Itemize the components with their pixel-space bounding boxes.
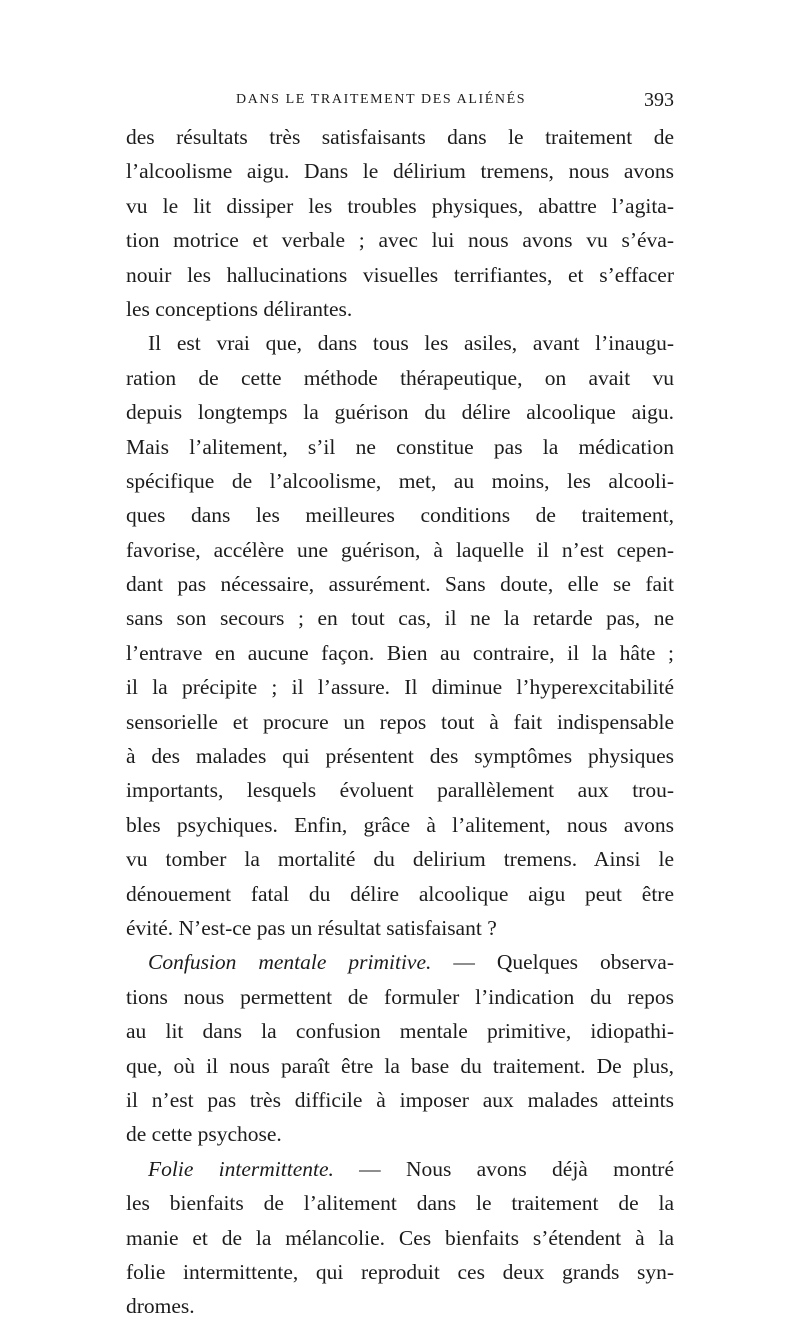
- text-line: ques dans les meilleures conditions de traitement,: [126, 503, 674, 528]
- text-line: évité. N’est-ce pas un résultat satisfaisant ?: [126, 915, 497, 940]
- text-line: spécifique de l’alcoolisme, met, au moins, les alcooli-: [126, 468, 674, 493]
- text-line: dant pas nécessaire, assurément. Sans doute, elle se fait: [126, 572, 674, 597]
- text-line: l’alcoolisme aigu. Dans le délirium tremens, nous avons: [126, 159, 674, 184]
- text-line: tions nous permettent de formuler l’indication du repos: [126, 984, 674, 1009]
- text-line: vu tomber la mortalité du delirium tremens. Ainsi le: [126, 847, 674, 872]
- text-line: folie intermittente, qui reproduit ces deux grands syn-: [126, 1259, 674, 1284]
- text-line: manie et de la mélancolie. Ces bienfaits s’étendent à la: [126, 1225, 674, 1250]
- text-line: les conceptions délirantes.: [126, 296, 353, 321]
- text-line: l’entrave en aucune façon. Bien au contraire, il la hâte ;: [126, 640, 674, 665]
- text-fragment: — Quelques observa-: [453, 950, 675, 975]
- section-line-confusion: [126, 945, 674, 979]
- text-line: de cette psychose.: [126, 1122, 282, 1147]
- text-line: bles psychiques. Enfin, grâce à l’alitement, nous avons: [126, 812, 674, 837]
- text-line: il n’est pas très difficile à imposer aux malades atteints: [126, 1087, 674, 1112]
- text-line: depuis longtemps la guérison du délire alcoolique aigu.: [126, 400, 674, 425]
- section-title-confusion: Confusion mentale primitive.: [148, 950, 432, 975]
- text-line: sans son secours ; en tout cas, il ne la retarde pas, ne: [126, 606, 674, 631]
- text-line: nouir les hallucinations visuelles terrifiantes, et s’effacer: [126, 262, 674, 287]
- text-line: dénouement fatal du délire alcoolique aigu peut être: [126, 881, 674, 906]
- text-line: les bienfaits de l’alitement dans le traitement de la: [126, 1191, 674, 1216]
- text-line: sensorielle et procure un repos tout à fait indispensable: [126, 709, 674, 734]
- text-fragment: — Nous avons déjà montré: [359, 1156, 675, 1181]
- text-line: au lit dans la confusion mentale primitive, idiopathi-: [126, 1019, 674, 1044]
- page-number: 393: [644, 89, 674, 111]
- text-line: à des malades qui présentent des symptômes physiques: [126, 744, 674, 769]
- text-line: Mais l’alitement, s’il ne constitue pas la médication: [126, 434, 674, 459]
- text-line: tion motrice et verbale ; avec lui nous avons vu s’éva-: [126, 228, 674, 253]
- text-line: il la précipite ; il l’assure. Il diminue l’hyperexcitabilité: [126, 675, 674, 700]
- running-title: DANS LE TRAITEMENT DES ALIÉNÉS: [236, 92, 527, 107]
- text-line: Il est vrai que, dans tous les asiles, avant l’inaugu-: [148, 331, 674, 356]
- section-title-folie: Folie intermittente.: [148, 1156, 334, 1181]
- text-line: vu le lit dissiper les troubles physiques, abattre l’agita-: [126, 193, 674, 218]
- text-line: dromes.: [126, 1294, 195, 1319]
- text-line: ration de cette méthode thérapeutique, on avait vu: [126, 365, 674, 390]
- section-line-folie: [126, 1152, 674, 1186]
- body-text: [126, 120, 674, 1324]
- running-head: [126, 88, 674, 112]
- text-line: favorise, accélère une guérison, à laquelle il n’est cepen-: [126, 537, 674, 562]
- text-line: des résultats très satisfaisants dans le traitement de: [126, 125, 674, 149]
- text-line: importants, lesquels évoluent parallèlement aux trou-: [126, 778, 674, 803]
- text-line: que, où il nous paraît être la base du traitement. De plus,: [126, 1053, 674, 1078]
